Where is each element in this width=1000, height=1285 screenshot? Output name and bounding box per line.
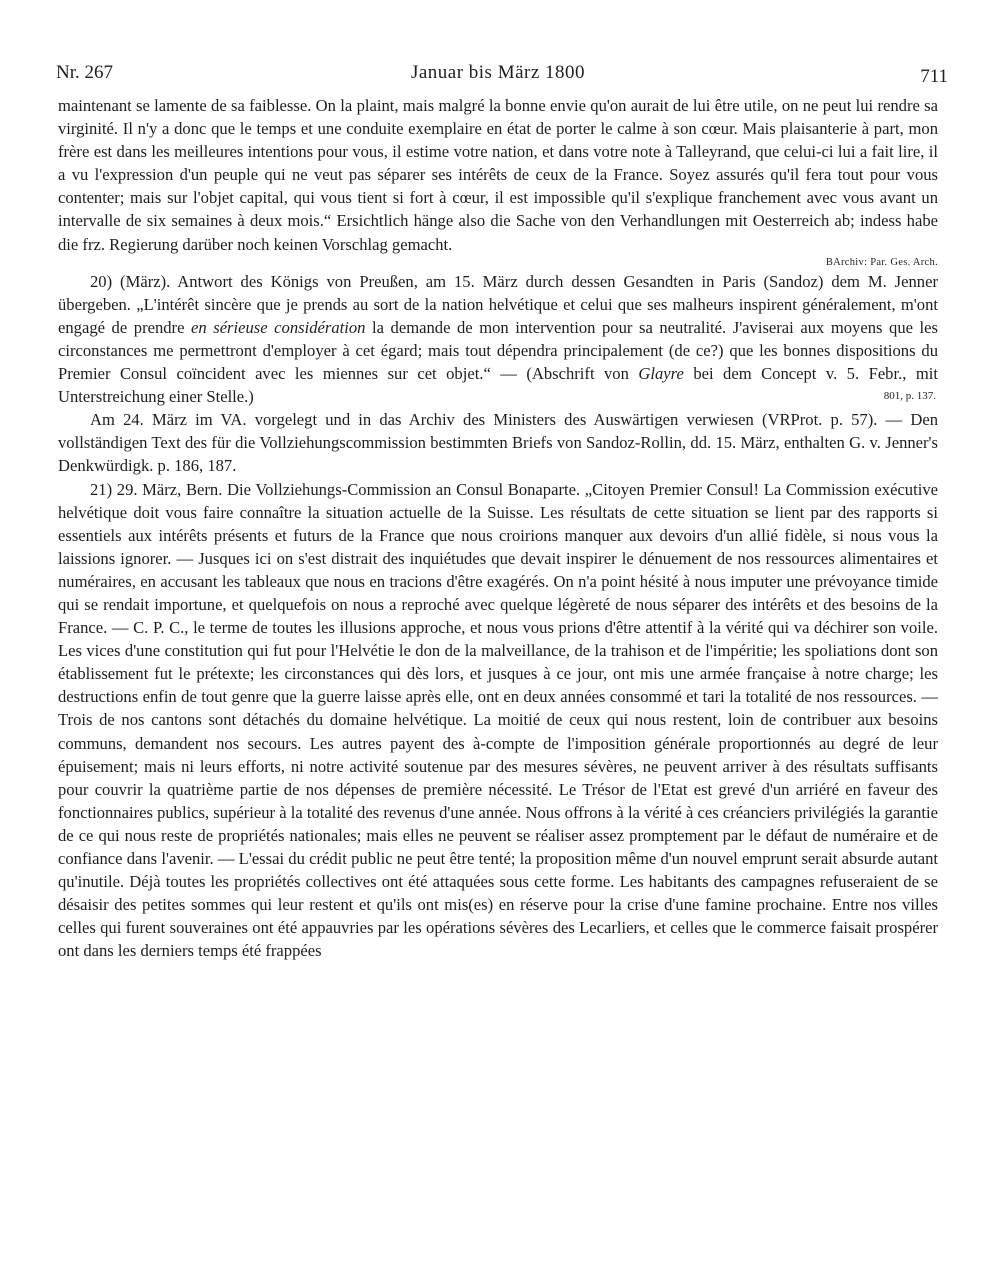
running-header [56,62,948,92]
source-reference: BArchiv: Par. Ges. Arch. [825,256,938,268]
page-number: 711 [920,66,948,87]
document-page [56,62,948,962]
paragraph-text: 20) (März). Antwort des Königs von Preußen, am 15. März durch dessen Gesandten in Paris (Sandoz) dem M. Jenner übergeben. „L'intérêt sincère que je prends au sort de la nation helvétique et celui que ses malheurs inspirent généralement, m'ont engagé de prendre [58,271,938,337]
paragraph-note: Am 24. März im VA. vorgelegt und in das Archiv des Ministers des Auswärtigen verwiesen (VRProt. p. 57). — Den vollständigen Text des für die Vollziehungscommission bestimmten Briefs von Sandoz-Rollin, dd. 15. März, enthalten G. v. Jenner's Denkwürdigk. p. 186, 187. [58,410,938,476]
document-number: Nr. 267 [56,62,113,83]
paragraph-text: la demande de mon intervention pour sa neutralité. J'aviserai aux moyens que les circonstances me permettront d'employer à cet égard; mais tout dépendra principalement (de ce?) que les bonnes dispositions du Premier Consul coïncident avec les miennes sur cet objet.“ — (Abschrift von [58,317,938,384]
body-text [58,94,938,962]
emphasized-phrase: en sérieuse considération [191,317,366,337]
source-reference: 801, p. 137. [883,390,936,403]
running-title: Januar bis März 1800 [410,62,586,83]
paragraph-continuation: maintenant se lamente de sa faiblesse. On la plaint, mais malgré la bonne envie qu'on aurait de lui être utile, on ne peut lui rendre sa virginité. Il n'y a donc que le temps et une conduite exemplaire en état de porter le calme à son cœur. Mais plaisanterie à part, mon frère est dans les meilleures intentions pour vous, il estime votre nation, et dans votre note à Talleyrand, que celui-ci lui a fait lire, il a vu l'expression d'un peuple qui ne veut pas séparer ses intérêts de ceux de la France. Soyez assurés qu'il fera tout pour vous contenter; mais sur l'objet capital, qui vous tient si fort à cœur, il est impossible qu'il s'explique franchement avec vous avant un intervalle de six semaines à deux mois.“ Ersichtlich hänge also die Sache von den Verhandlungen mit Oesterreich ab; indess habe die frz. Regierung darüber noch keinen Vorschlag gemacht. [58,96,938,254]
paragraph-item-20 [58,270,938,409]
paragraph-text: bei dem Concept v. 5. Febr., mit Unterstreichung einer Stelle.) [58,364,938,407]
person-name: Glayre [638,364,684,384]
paragraph-item-21: 21) 29. März, Bern. Die Vollziehungs-Commission an Consul Bonaparte. „Citoyen Premier Consul! La Commission exécutive helvétique doit vous faire connaître la situation actuelle de la Suisse. Les résultats de cette situation se lient par des rapports si essentiels aux intérêts présents et futurs de la France que nous croirions manquer aux devoirs d'un allié fidèle, si nous vous la laissions ignorer. — Jusques ici on s'est distrait des inquiétudes que devait inspirer le dénuement de nos ressources alimentaires et numéraires, en accusant les tableaux que nous en tracions d'être exagérés. On n'a point hésité à nous imputer une prévoyance timide qui se rendait importune, et quelquefois on nous a reproché avec quelque légèreté de nous séparer des intérêts et des besoins de la France. — C. P. C., le terme de toutes les illusions approche, et nous vous prions d'être attentif à la vérité qui va déchirer son voile. Les vices d'une constitution qui fut pour l'Helvétie le don de la malveillance, de la trahison et de l'impéritie; les spoliations dont son établissement fut le prétexte; les circonstances qui dès lors, et jusques à ce jour, ont mis une armée française à notre charge; les destructions enfin de tout genre que la guerre laisse après elle, ont en deux années consommé et tari la totalité de nos ressources. — Trois de nos cantons sont détachés du domaine helvétique. La moitié de ceux qui nous restent, loin de contribuer aux besoins communs, demandent nos secours. Les autres payent des à-compte de l'imposition générale proportionnés au degré de leur épuisement; mais ni leurs efforts, ni notre activité soutenue par des mesures sévères, ne peuvent arriver à des résultats suffisants pour couvrir la quatrième partie de nos dépenses de première nécessité. Le Trésor de l'Etat est grevé d'un arriéré en faveur des fonctionnaires publics, supérieur à la totalité des revenus d'une année. Nous offrons à la vérité à ces créanciers privilégiés la garantie de ce qui nous reste de propriétés nationales; mais elles ne peuvent se réaliser assez promptement par le défaut de numéraire et de confiance dans l'avenir. — L'essai du crédit public ne peut être tenté; la proposition même d'un nouvel emprunt serait absurde autant qu'inutile. Déjà toutes les propriétés collectives ont été attaquées sous cette forme. Les habitants des campagnes refuseraient de se désaisir des petites sommes qui leur restent et qu'ils ont mis(es) en réserve pour la crise d'une famine prochaine. Entre nos villes celles qui furent souveraines ont été appauvries par les opérations sévères des Lecarliers, et celles que le commerce faisait prospérer ont dans les derniers temps été frappées [58,479,938,961]
